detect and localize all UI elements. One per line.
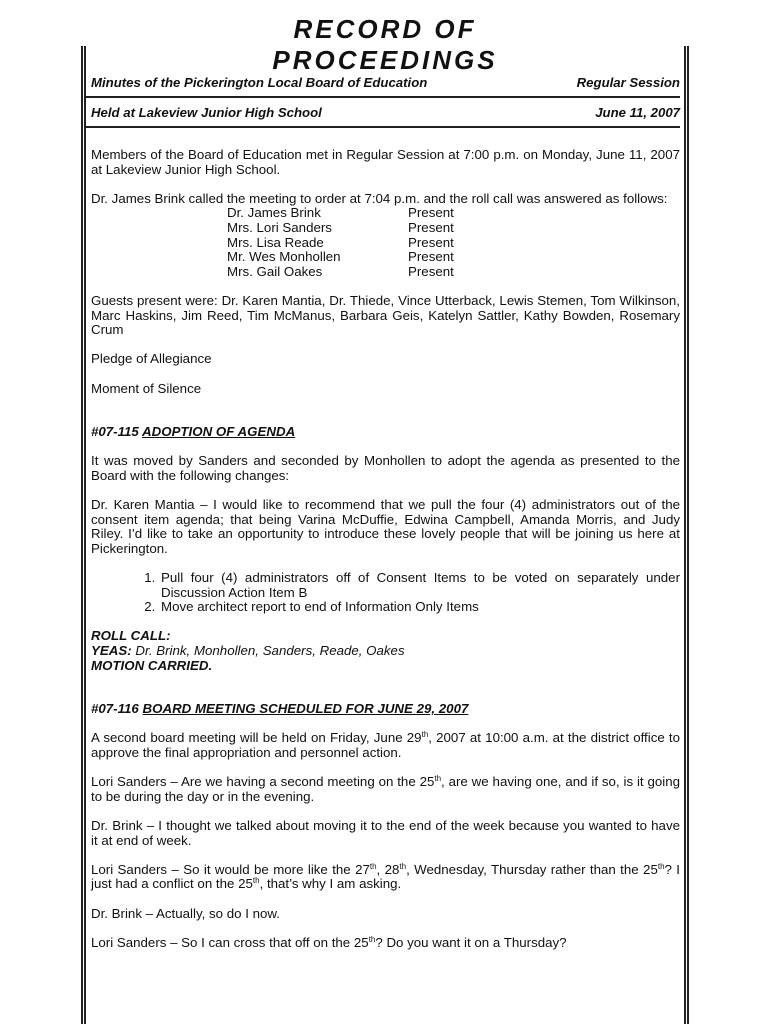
left-border-line-inner <box>84 46 86 1024</box>
item-116-p1: A second board meeting will be held on Friday, June 29th, 2007 at 10:00 a.m. at the district office to approve the final appropriation and personnel action. <box>91 730 681 760</box>
item-116-p5: Dr. Brink – Actually, so do I now. <box>91 905 280 921</box>
header-row-1 <box>91 75 680 90</box>
roll-row: Mrs. Lori Sanders Present <box>227 219 454 235</box>
item-115-heading: #07-115 ADOPTION OF AGENDA <box>91 424 296 440</box>
roll-call-label: ROLL CALL: <box>91 628 171 644</box>
silence-line: Moment of Silence <box>91 380 202 396</box>
guests-paragraph: Guests present were: Dr. Karen Mantia, Dr. Thiede, Vince Utterback, Lewis Stemen, Tom Wilkinson, Marc Haskins, Jim Reed, Tim McManus, Barbara Geis, Katelyn Sattler, Kathy Bowden, Rosemary Crum <box>91 292 680 338</box>
motion-result: MOTION CARRIED. <box>91 657 213 673</box>
intro-paragraph: Members of the Board of Education met in Regular Session at 7:00 p.m. on Monday, June 11, 2007 at Lakeview Junior High School. <box>91 147 680 177</box>
header-row-2 <box>91 105 680 120</box>
list-item: 2. Move architect report to end of Information Only Items <box>159 600 680 615</box>
meeting-location: Held at Lakeview Junior High School <box>91 105 322 120</box>
item-115-mantia: Dr. Karen Mantia – I would like to recommend that we pull the four (4) administrators out of the consent item agenda; that being Varina McDuffie, Edwina Campbell, Amanda Morris, and Judy Riley. I’d like to take an opportunity to introduce these lovely people that will be joining us here at Pickerington. <box>91 497 680 556</box>
pledge-line: Pledge of Allegiance <box>91 351 212 367</box>
roll-row: Mrs. Lisa Reade Present <box>227 234 454 250</box>
yeas-line: YEAS: Dr. Brink, Monhollen, Sanders, Reade, Oakes <box>91 643 405 658</box>
item-116-p3: Dr. Brink – I thought we talked about moving it to the end of the week because you wanted to have it at end of week. <box>91 817 680 848</box>
item-116-p6: Lori Sanders – So I can cross that off on the 25th? Do you want it on a Thursday? <box>91 934 567 950</box>
right-border-line-outer <box>687 46 689 1024</box>
header-rule-1 <box>86 96 680 98</box>
item-116-heading: #07-116 BOARD MEETING SCHEDULED FOR JUNE 29, 2007 <box>91 701 469 717</box>
right-border-line <box>684 46 686 1024</box>
record-banner: RECORD OF PROCEEDINGS <box>272 14 498 75</box>
item-116-p4: Lori Sanders – So it would be more like the 27th, 28th, Wednesday, Thursday rather than the 25th? I just had a conflict on the 25th, that’s why I am asking. <box>91 861 680 892</box>
roll-row: Mrs. Gail Oakes Present <box>227 263 454 279</box>
header-rule-2 <box>86 126 680 128</box>
item-116-p2: Lori Sanders – Are we having a second meeting on the 25th, are we having one, and if so, is it going to be during the day or in the evening. <box>91 774 681 804</box>
call-to-order-paragraph: Dr. James Brink called the meeting to order at 7:04 p.m. and the roll call was answered as follows: <box>91 190 668 206</box>
left-border-line <box>81 46 83 1024</box>
agenda-changes-list <box>91 571 680 615</box>
item-115-motion: It was moved by Sanders and seconded by Monhollen to adopt the agenda as presented to the Board with the following changes: <box>91 453 680 483</box>
roll-row: Dr. James Brink Present <box>227 205 454 221</box>
list-item: 1. Pull four (4) administrators off of Consent Items to be voted on separately under Discussion Action Item B <box>159 571 680 600</box>
meeting-date: June 11, 2007 <box>595 105 680 120</box>
roll-call-list <box>91 206 680 279</box>
minutes-title: Minutes of the Pickerington Local Board of Education <box>91 75 428 90</box>
roll-row: Mr. Wes Monhollen Present <box>227 249 454 265</box>
minutes-body <box>91 148 680 965</box>
session-type: Regular Session <box>576 75 680 90</box>
